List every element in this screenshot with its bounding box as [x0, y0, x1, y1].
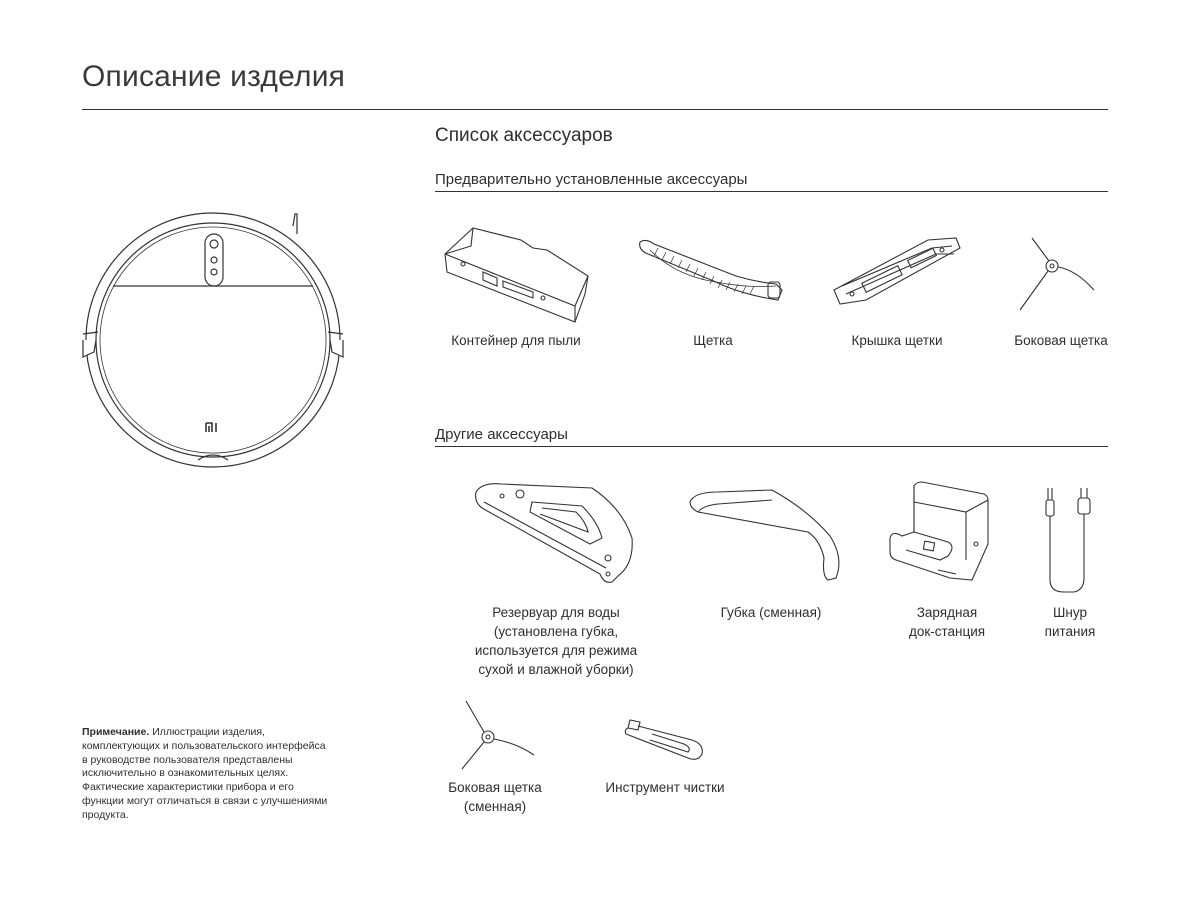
- disclaimer-note: [82, 726, 332, 823]
- side-brush-icon: [1016, 236, 1098, 312]
- accessory-label: Контейнер для пыли: [451, 333, 581, 348]
- accessory-label: Боковая щетка (сменная): [448, 780, 542, 814]
- side-brush-icon: [458, 699, 538, 775]
- accessory-label: Губка (сменная): [720, 605, 822, 620]
- preinstalled-heading: Предварительно установленные аксессуары: [435, 171, 748, 188]
- page-title: Описание изделия: [82, 60, 346, 93]
- cleaning-tool-icon: [622, 718, 706, 764]
- accessory-label: Зарядная док-станция: [908, 605, 986, 639]
- accessory-label: Шнур питания: [1044, 605, 1096, 639]
- main-brush-icon: [636, 236, 786, 306]
- dust-container-icon: [443, 226, 591, 324]
- title-divider: [82, 109, 1108, 110]
- robot-vacuum-illustration: [80, 212, 350, 482]
- mop-pad-icon: [688, 488, 844, 582]
- other-heading: Другие аксессуары: [435, 426, 568, 443]
- note-text: Иллюстрации изделия, комплектующих и пользовательского интерфейса в руководстве пользователя представлены исключительно в ознакомительных целях. Фактические характеристики прибора и его функции могут отличаться в связи с улучшениями продукта.: [82, 726, 328, 821]
- preinstalled-divider: [435, 191, 1108, 192]
- other-divider: [435, 446, 1108, 447]
- accessory-label: Крышка щетки: [851, 333, 943, 348]
- accessory-label: Резервуар для воды (установлена губка, используется для режима сухой и влажной уборки): [474, 605, 638, 677]
- mi-logo-icon: [206, 423, 216, 432]
- accessory-label: Боковая щетка: [1014, 333, 1108, 348]
- accessory-label: Щетка: [693, 333, 733, 348]
- accessory-label: Инструмент чистки: [605, 780, 725, 795]
- brush-cover-icon: [832, 234, 962, 306]
- accessories-list-title: Список аксессуаров: [435, 125, 613, 146]
- water-tank-icon: [472, 478, 638, 586]
- charging-dock-icon: [886, 480, 990, 584]
- power-cord-icon: [1044, 486, 1096, 594]
- note-label: Примечание.: [82, 726, 150, 738]
